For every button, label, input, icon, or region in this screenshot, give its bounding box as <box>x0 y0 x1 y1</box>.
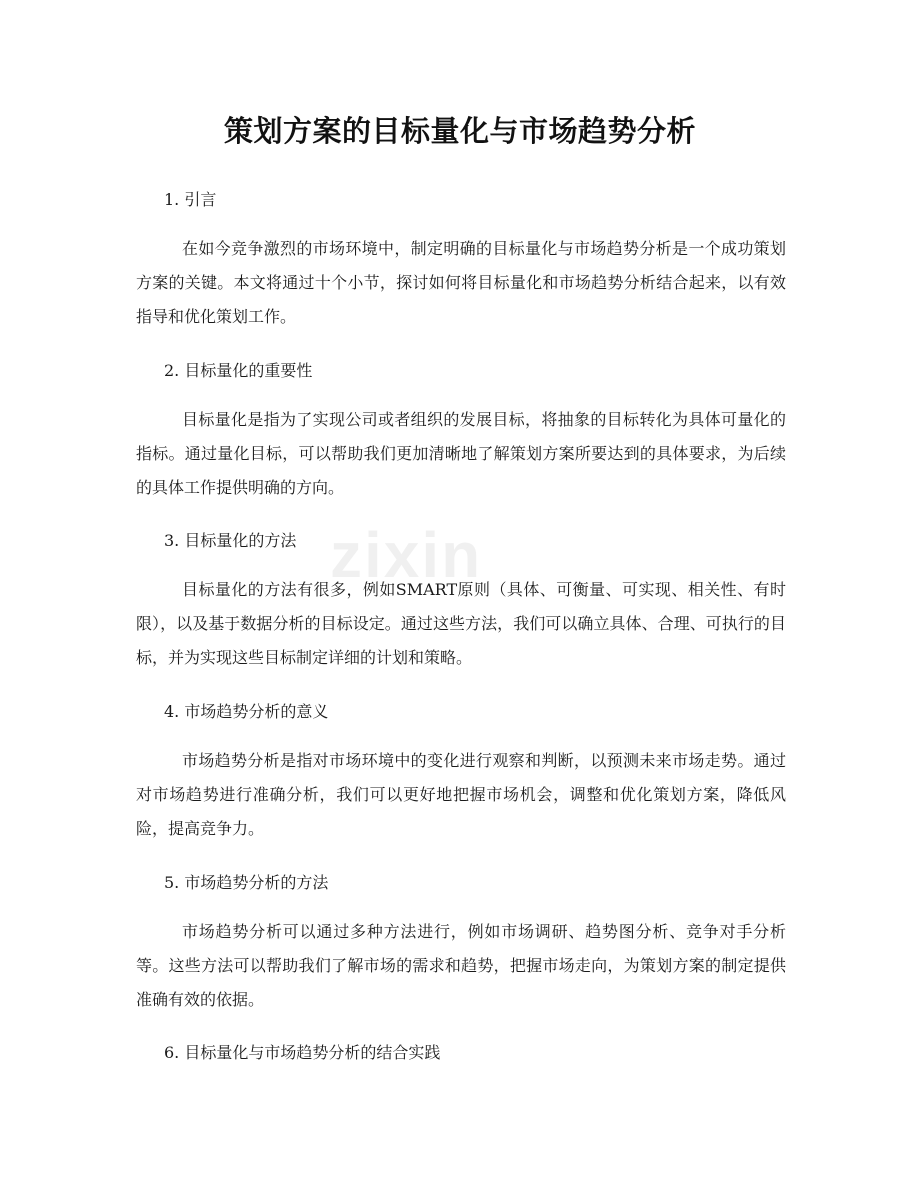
section-paragraph-2: 目标量化是指为了实现公司或者组织的发展目标，将抽象的目标转化为具体可量化的指标。通过量化目标，可以帮助我们更加清晰地了解策划方案所要达到的具体要求，为后续的具体工作提供明确的方向。 <box>136 410 786 497</box>
section-paragraph-1: 在如今竞争激烈的市场环境中，制定明确的目标量化与市场趋势分析是一个成功策划方案的关键。本文将通过十个小节，探讨如何将目标量化和市场趋势分析结合起来，以有效指导和优化策划工作。 <box>136 239 786 326</box>
section-heading-6: 6. 目标量化与市场趋势分析的结合实践 <box>164 1043 441 1062</box>
section-heading-4: 4. 市场趋势分析的意义 <box>164 702 329 721</box>
watermark-logo: zixin <box>330 519 483 591</box>
section-heading-3: 3. 目标量化的方法 <box>164 531 297 550</box>
section-paragraph-5: 市场趋势分析可以通过多种方法进行，例如市场调研、趋势图分析、竞争对手分析等。这些方法可以帮助我们了解市场的需求和趋势，把握市场走向，为策划方案的制定提供准确有效的依据。 <box>136 922 786 1009</box>
section-paragraph-4: 市场趋势分析是指对市场环境中的变化进行观察和判断，以预测未来市场走势。通过对市场趋势进行准确分析，我们可以更好地把握市场机会，调整和优化策划方案，降低风险，提高竞争力。 <box>136 751 786 838</box>
document-title: 策划方案的目标量化与市场趋势分析 <box>223 114 696 148</box>
section-heading-1: 1. 引言 <box>164 190 217 209</box>
section-paragraph-3: 目标量化的方法有很多，例如SMART原则（具体、可衡量、可实现、相关性、有时限），以及基于数据分析的目标设定。通过这些方法，我们可以确立具体、合理、可执行的目标，并为实现这些目标制定详细的计划和策略。 <box>136 580 786 667</box>
section-heading-2: 2. 目标量化的重要性 <box>164 361 313 380</box>
section-heading-5: 5. 市场趋势分析的方法 <box>164 873 329 892</box>
